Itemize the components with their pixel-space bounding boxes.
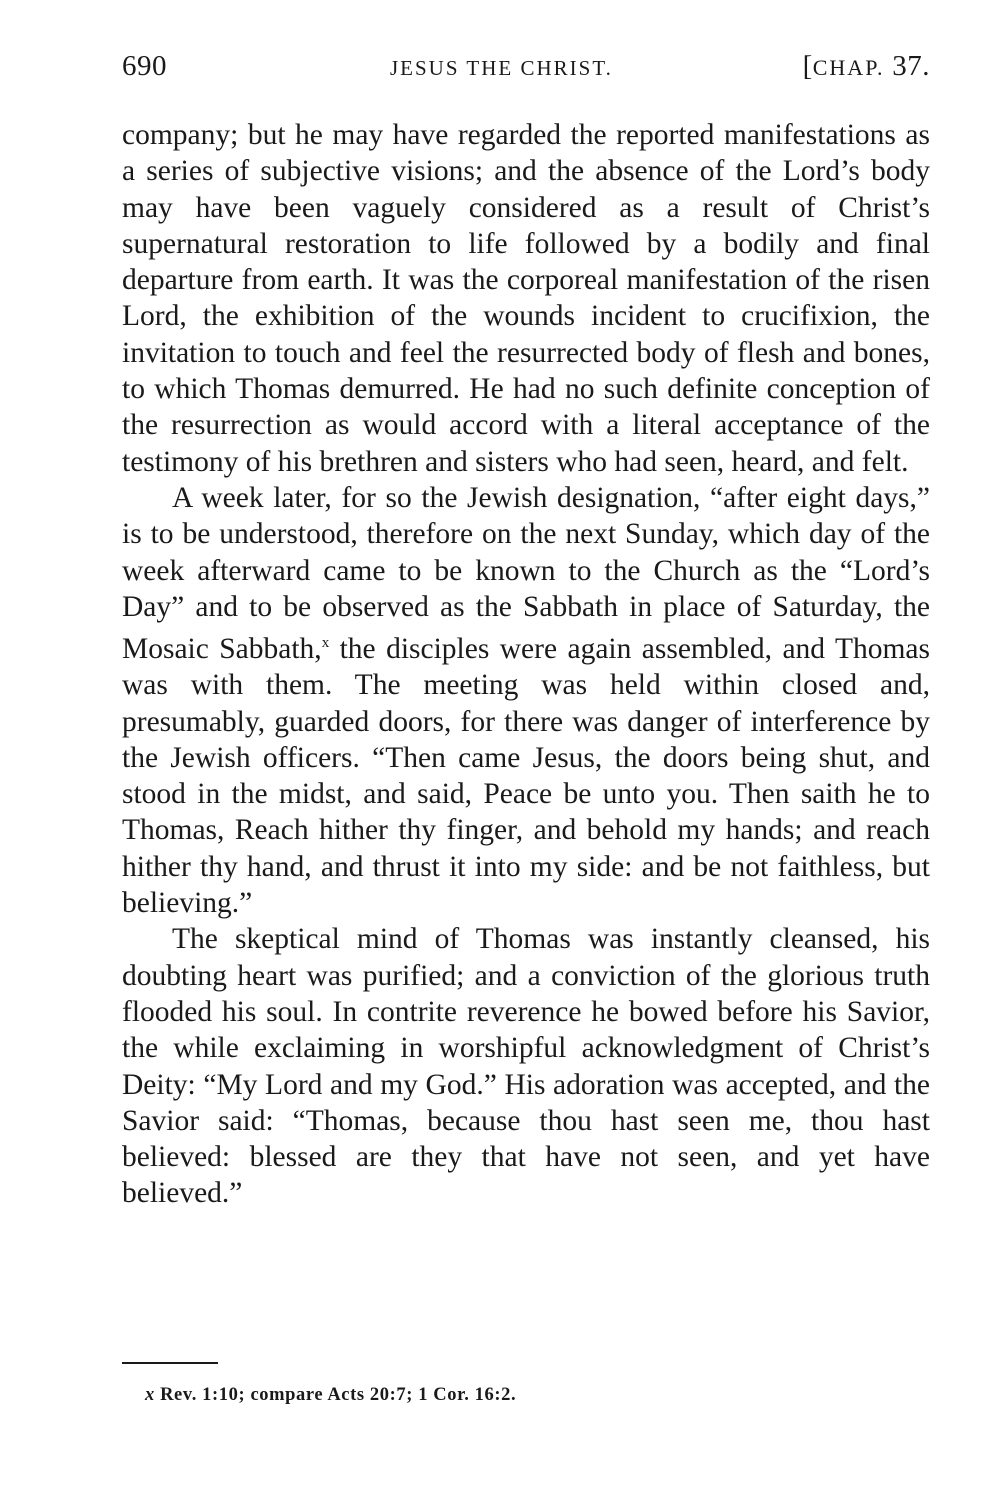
running-title: JESUS THE CHRIST. — [390, 56, 613, 80]
paragraph-3: The skeptical mind of Thomas was instantly cleansed, his doubting heart was purified; and a conviction of the glorious truth flooded his soul. In contrite reverence he bowed before his Savior, the while exclaiming in worshipful acknowledgment of Christ’s Deity: “My Lord and my God.” His adoration was accepted, and the Savior said: “Thomas, because thou hast seen me, thou hast believed: blessed are they that have not seen, and yet have believed.” — [122, 923, 930, 1210]
paragraph-2 — [122, 480, 930, 921]
chapter-reference — [803, 50, 930, 83]
footnote-symbol: x — [145, 1385, 155, 1405]
paragraph-1: company; but he may have regarded the reported manifestations as a series of subjective visions; and the absence of the Lord’s body may have been vaguely considered as a result of Christ’s supernatural restoration to life followed by a bodily and final departure from earth. It was the corporeal manifestation of the risen Lord, the exhibition of the wounds incident to crucifixion, the invitation to touch and feel the resurrected body of flesh and bones, to which Thomas demurred. He had no such definite conception of the resurrection as would accord with a literal acceptance of the testimony of his brethren and sisters who had seen, heard, and felt. — [122, 119, 930, 478]
footnote-divider — [122, 1362, 218, 1364]
body-text — [122, 117, 930, 1212]
chapter-number: 37. — [892, 50, 930, 82]
chapter-bracket: [ — [802, 50, 813, 82]
page-number: 690 — [122, 50, 167, 82]
footnote-text: Rev. 1:10; compare Acts 20:7; 1 Cor. 16:2. — [160, 1385, 517, 1405]
footnote-marker: x — [321, 635, 330, 652]
footnote — [145, 1385, 516, 1406]
paragraph-2-part-1: A week later, for so the Jewish designation, “after eight days,” is to be understood, therefore on the next Sunday, which day of the week afterward came to be known to the Church as the “Lord’s Day” and to be observed as the Sabbath in place of Saturday, the Mosaic Sabbath, — [122, 481, 930, 665]
paragraph-2-part-2: the disciples were again assembled, and Thomas was with them. The meeting was held within closed and, presumably, guarded doors, for there was danger of interference by the Jewish officers. “Then came Jesus, the doors being shut, and stood in the midst, and said, Peace be unto you. Then saith he to Thomas, Reach hither thy finger, and behold my hands; and reach hither thy hand, and thrust it into my side: and be not faithless, but believing.” — [122, 632, 930, 920]
chapter-label: CHAP. — [812, 55, 885, 80]
page-header — [122, 50, 930, 94]
